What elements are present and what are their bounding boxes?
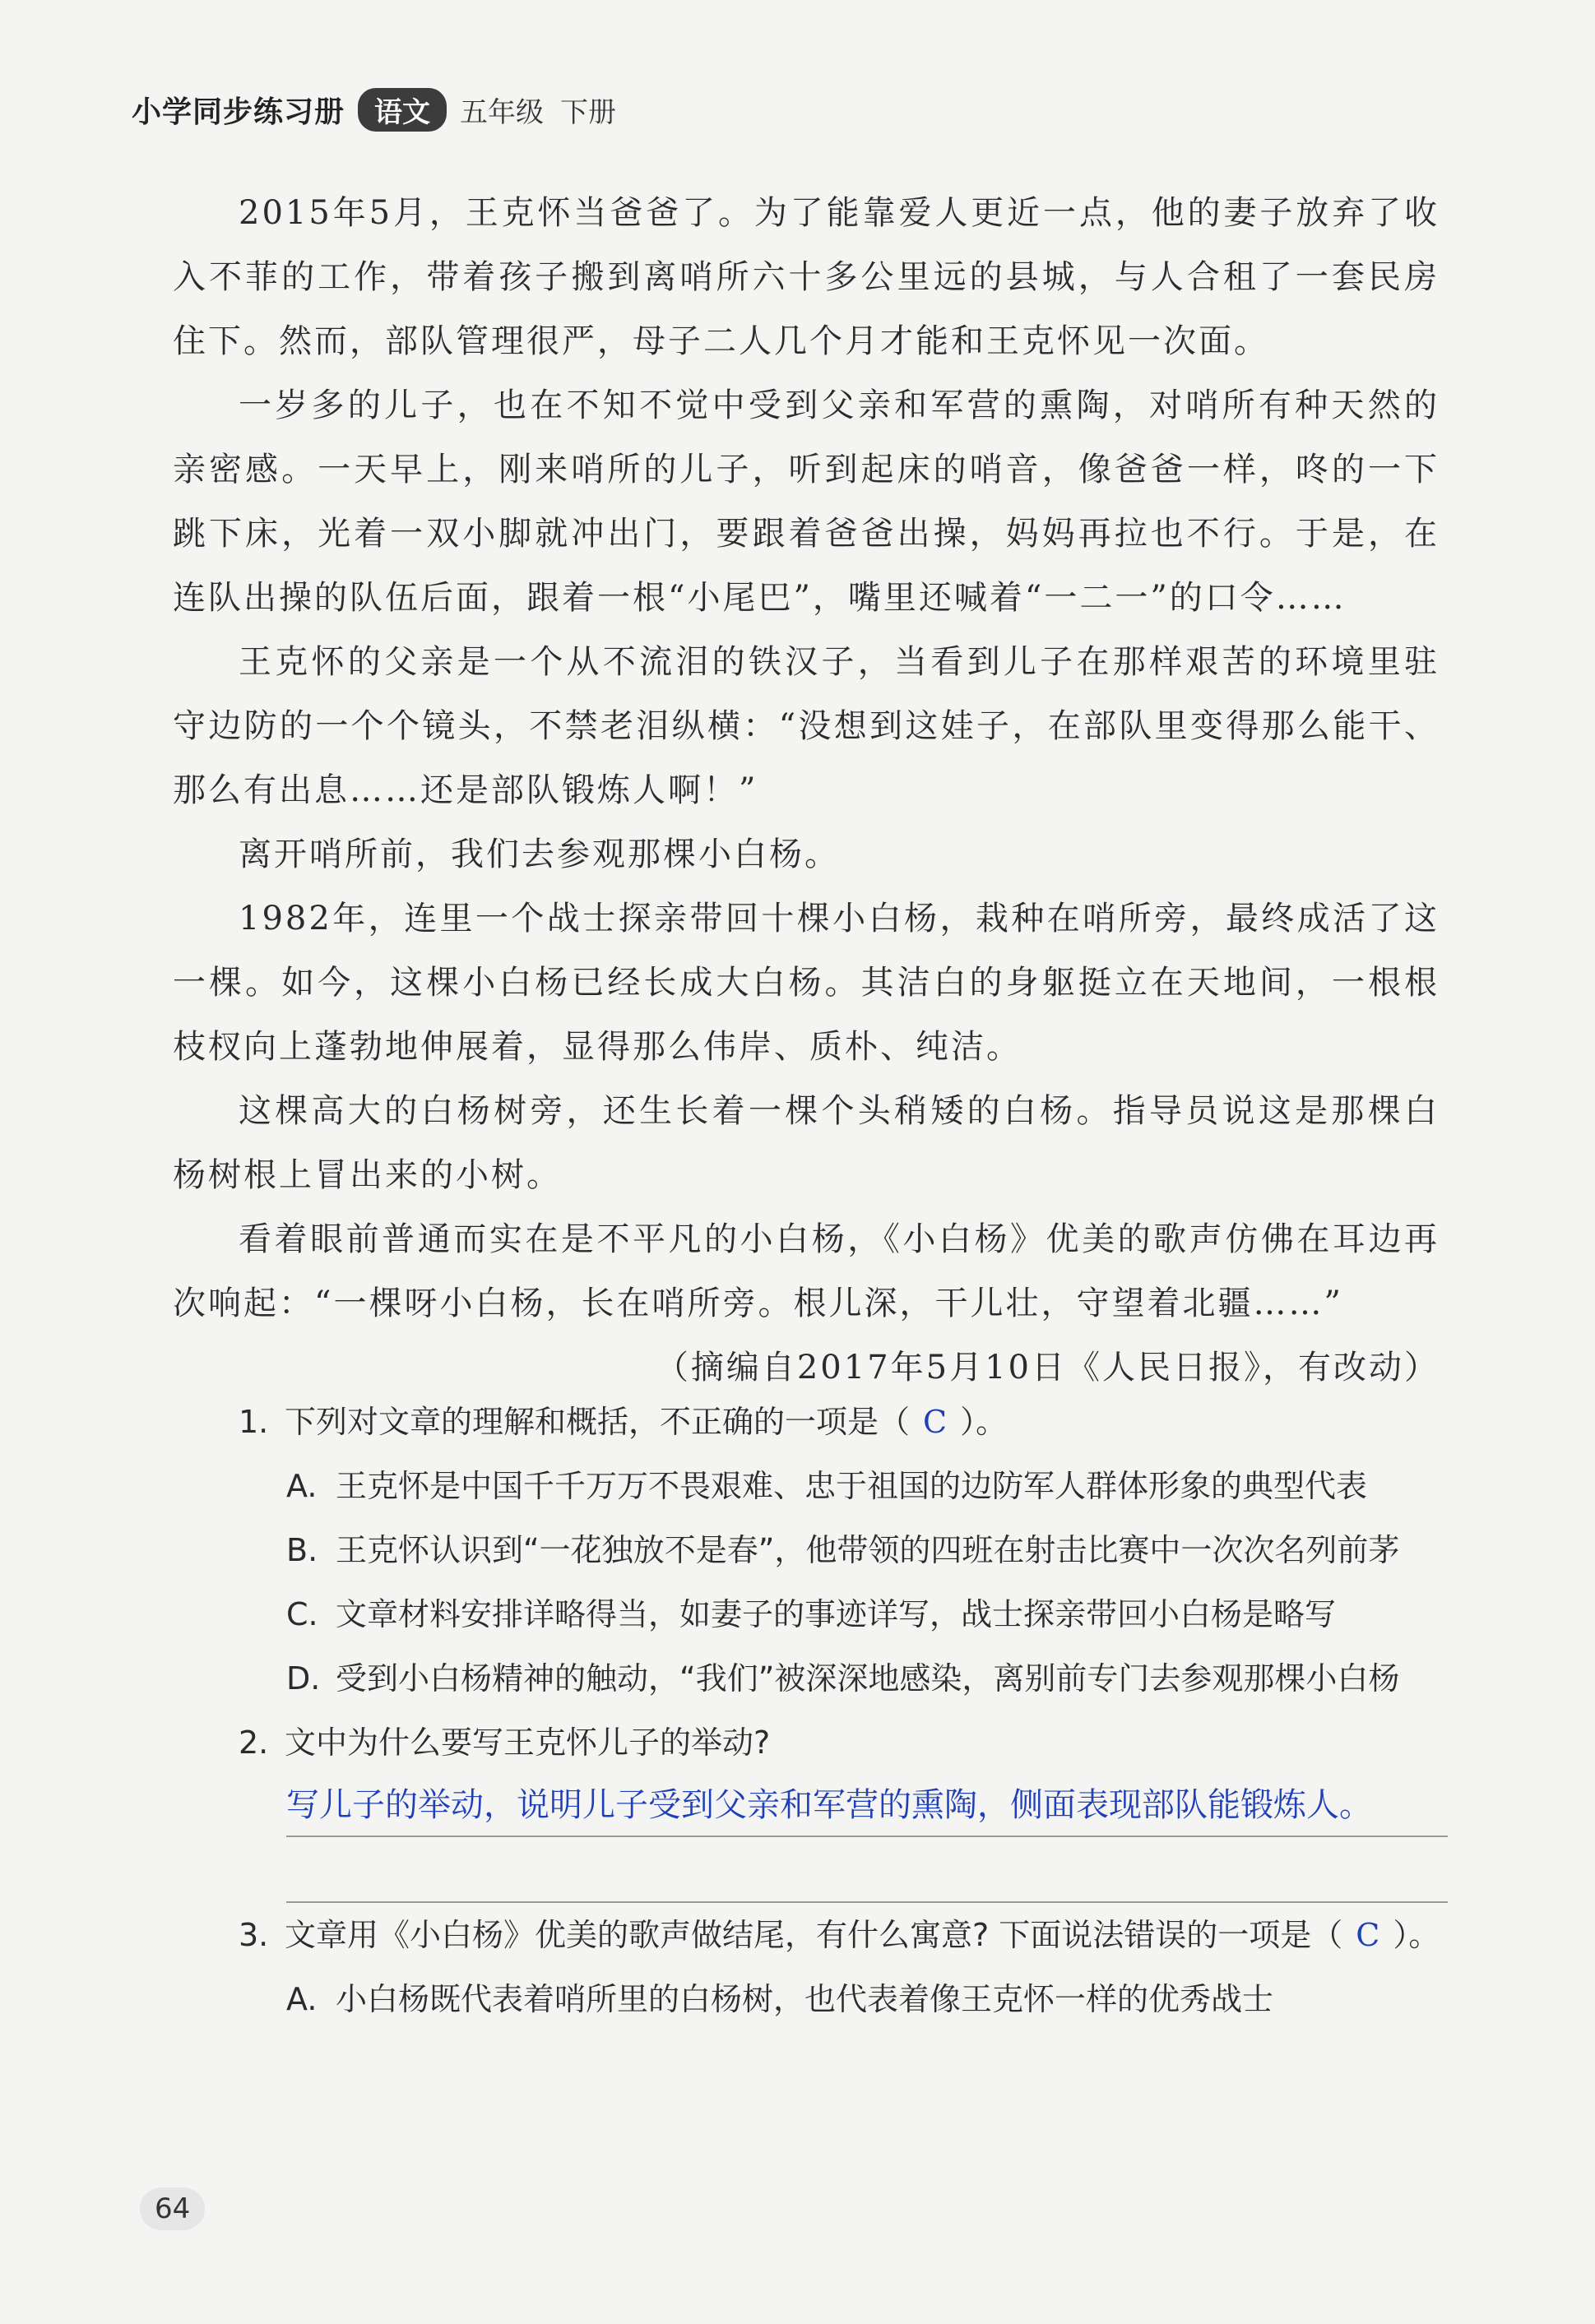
page-number: 64 [140,2187,205,2230]
question-prompt-end: ）。 [960,1404,1008,1440]
passage-paragraph: 2015年5月，王克怀当爸爸了。为了能靠爱人更近一点，他的妻子放弃了收入不菲的工作，带着孩子搬到离哨所六十多公里远的县城，与人合租了一套民房住下。然而，部队管理很严，母子二人几个月才能和王克怀见一次面。 [173,194,1440,360]
option-c [286,1582,1448,1646]
answer-blank-line [286,1837,1448,1903]
volume-label: 下册 [560,95,617,129]
option-letter: C. [286,1596,318,1632]
subject-badge: 语文 [358,88,447,132]
passage-paragraph: 看着眼前普通而实在是不平凡的小白杨，《小白杨》优美的歌声仿佛在耳边再次响起：“一棵呀小白杨，长在哨所旁。根儿深，干儿壮，守望着北疆……” [173,1220,1440,1322]
question-number: 3. [239,1917,269,1953]
reading-passage [173,181,1440,1400]
option-a [286,1967,1448,2031]
option-a [286,1454,1448,1518]
passage-paragraph: 王克怀的父亲是一个从不流泪的铁汉子，当看到儿子在那样艰苦的环境里驻守边防的一个个镜头，不禁老泪纵横：“没想到这娃子，在部队里变得那么能干、那么有出息……还是部队锻炼人啊！” [173,643,1440,809]
passage-paragraph: 离开哨所前，我们去参观那棵小白杨。 [239,836,840,873]
grade-label: 五年级 [460,95,545,129]
option-d [286,1646,1448,1711]
written-answer: 写儿子的举动，说明儿子受到父亲和军营的熏陶，侧面表现部队能锻炼人。 [286,1775,1448,1837]
question-prompt: 文章用《小白杨》优美的歌声做结尾，有什么寓意? 下面说法错误的一项是（ [285,1917,1343,1953]
answer-choice: C [1356,1917,1380,1953]
passage-source: （摘编自2017年5月10日《人民日报》，有改动） [655,1349,1440,1387]
question-number: 2. [239,1724,269,1761]
option-text: 王克怀认识到“一花独放不是春”，他带领的四班在射击比赛中一次次名列前茅 [336,1532,1400,1568]
option-letter: B. [286,1532,318,1568]
passage-paragraph: 一岁多的儿子，也在不知不觉中受到父亲和军营的熏陶，对哨所有种天然的亲密感。一天早上，刚来哨所的儿子，听到起床的哨音，像爸爸一样，咚的一下跳下床，光着一双小脚就冲出门，要跟着爸爸出操，妈妈再拉也不行。于是，在连队出操的队伍后面，跟着一根“小尾巴”，嘴里还喊着“一二一”的口令…… [173,387,1440,617]
option-b [286,1518,1448,1582]
passage-paragraph: 1982年，连里一个战士探亲带回十棵小白杨，栽种在哨所旁，最终成活了这一棵。如今，这棵小白杨已经长成大白杨。其洁白的身躯挺立在天地间，一根根枝杈向上蓬勃地伸展着，显得那么伟岸、质朴、纯洁。 [173,900,1440,1066]
option-text: 受到小白杨精神的触动，“我们”被深深地感染，离别前专门去参观那棵小白杨 [336,1660,1400,1697]
question-section [239,1390,1448,2031]
answer-choice: C [923,1404,948,1440]
option-text: 小白杨既代表着哨所里的白杨树，也代表着像王克怀一样的优秀战士 [336,1981,1274,2017]
page-header [132,89,616,130]
option-text: 王克怀是中国千千万万不畏艰难、忠于祖国的边防军人群体形象的典型代表 [336,1468,1368,1504]
question-prompt-end: ）。 [1393,1917,1440,1953]
question-prompt: 下列对文章的理解和概括，不正确的一项是（ [285,1404,911,1440]
option-letter: A. [286,1468,318,1504]
option-letter: A. [286,1981,318,2017]
question-prompt: 文中为什么要写王克怀儿子的举动? [285,1724,771,1761]
book-title: 小学同步练习册 [132,95,345,129]
question-number: 1. [239,1404,269,1440]
option-text: 文章材料安排详略得当，如妻子的事迹详写，战士探亲带回小白杨是略写 [336,1596,1337,1632]
passage-paragraph: 这棵高大的白杨树旁，还生长着一棵个头稍矮的白杨。指导员说这是那棵白杨树根上冒出来的小树。 [173,1092,1440,1194]
question-3 [239,1903,1448,1967]
option-letter: D. [286,1660,321,1697]
question-2 [239,1711,1448,1775]
question-1 [239,1390,1448,1454]
